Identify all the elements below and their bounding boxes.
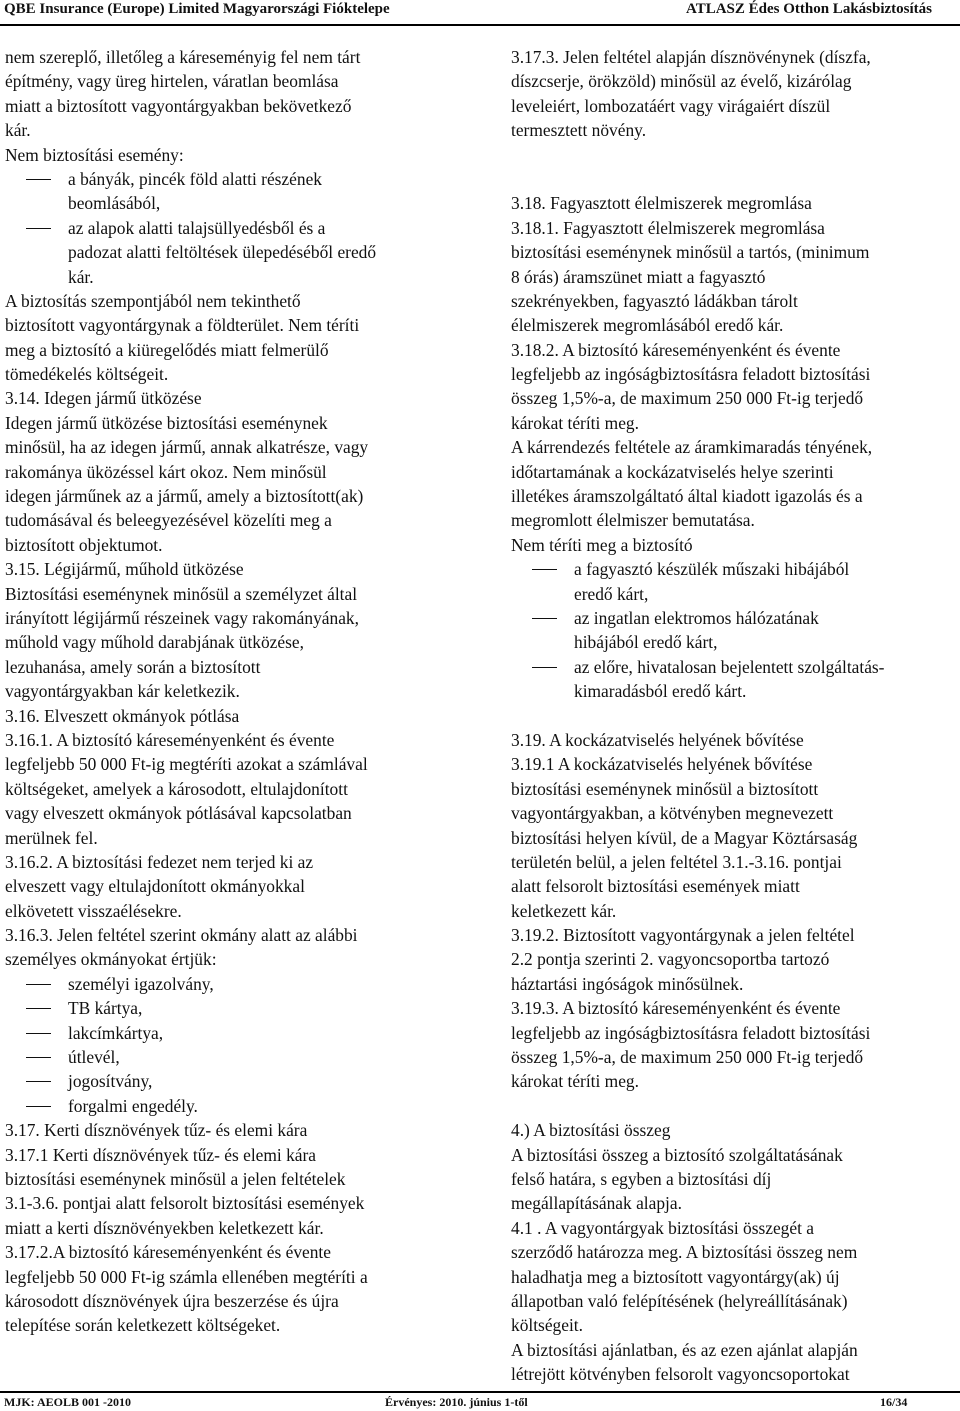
- text-line: Idegen jármű ütközése biztosítási eseménynek: [5, 412, 328, 433]
- text-line: tömedékelés költségeit.: [5, 364, 169, 385]
- text-line: összeg 1,5%-a, de maximum 250 000 Ft-ig terjedő: [511, 388, 864, 409]
- list-item: az ingatlan elektromos hálózatának: [511, 606, 956, 630]
- blank-line: [511, 167, 956, 191]
- text-line: károkat téríti meg.: [511, 1071, 639, 1092]
- text-line: területén belül, a jelen feltétel 3.1.-3.16. pontjai: [511, 851, 842, 872]
- text-line: tudomásával és beleegyezésével közelíti meg a: [5, 510, 332, 531]
- text-line: eredő kárt,: [574, 583, 649, 604]
- text-line: biztosítási eseménynek minősül a tartós, (minimum: [511, 242, 870, 263]
- text-line: 2.2 pontja szerinti 2. vagyoncsoportba tartozó: [511, 949, 830, 970]
- text-line: 4.) A biztosítási összeg: [511, 1120, 671, 1141]
- text-line: károkat téríti meg.: [511, 412, 639, 433]
- text-line: szerződő határozza meg. A biztosítási összeg nem: [511, 1242, 858, 1263]
- text-line: leveleiért, lombozatáért vagy virágaiért díszül: [511, 95, 831, 116]
- text-line: 3.17.3. Jelen feltétel alapján dísznövénynek (díszfa,: [511, 47, 871, 67]
- header-product-name: ATLASZ Édes Otthon Lakásbiztosítás: [685, 1, 932, 17]
- text-line: vagy elveszett okmányok pótlásával kapcsolatban: [5, 803, 352, 824]
- text-line: vagyontárgyakban, a kötvényben megnevezett: [511, 803, 834, 824]
- text-line: műhold vagy műhold darabjának ütközése,: [5, 632, 304, 653]
- text-line: 3.17.2.A biztosító káreseményenként és évente: [5, 1242, 331, 1263]
- text-line: biztosítási eseménynek minősül a jelen feltételek: [5, 1168, 346, 1189]
- text-line: 3.16.1. A biztosító káreseményenként és évente: [5, 729, 335, 750]
- text-line: elveszett vagy eltulajdonított okmányokkal: [5, 876, 305, 897]
- page-header: [0, 0, 960, 26]
- text-line: lezuhanása, amely során a biztosított: [5, 656, 261, 677]
- list-item: útlevél,: [5, 1045, 465, 1069]
- left-text-column: [5, 45, 465, 1338]
- blank-line: [511, 143, 956, 167]
- text-line: létrejött kötvényben felsorolt vagyoncsoportokat: [511, 1364, 850, 1385]
- text-line: miatt a kerti dísznövényekben keletkezett kár.: [5, 1217, 324, 1238]
- list-item: személyi igazolvány,: [5, 972, 465, 996]
- text-line: legfeljebb 50 000 Ft-ig számla ellenében megtéríti a: [5, 1266, 368, 1287]
- text-line: illetékes áramszolgáltató által kiadott igazolás és a: [511, 486, 863, 507]
- text-line: kimaradásból eredő kárt.: [574, 681, 747, 702]
- text-line: háztartási ingóságok minősülnek.: [511, 973, 744, 994]
- footer-page-number: 16/34: [880, 1395, 908, 1409]
- list-item: lakcímkártya,: [5, 1021, 465, 1045]
- text-line: alatt felsorolt biztosítási események miatt: [511, 876, 800, 897]
- text-line: miatt a biztosított vagyontárgyakban bekövetkező: [5, 95, 352, 116]
- list-item: jogosítvány,: [5, 1069, 465, 1093]
- text-line: Biztosítási eseménynek minősül a személyzet által: [5, 583, 358, 604]
- list-item: a fagyasztó készülék műszaki hibájából: [511, 557, 956, 581]
- text-line: haladhatja meg a biztosított vagyontárgy(ak) új: [511, 1266, 840, 1287]
- list-item: forgalmi engedély.: [5, 1094, 465, 1118]
- text-line: 3.1-3.6. pontjai alatt felsorolt biztosítási események: [5, 1193, 365, 1214]
- text-line: 3.18.1. Fagyasztott élelmiszerek megromlása: [511, 217, 825, 238]
- text-line: időtartamának a kockázatviselés helye szerinti: [511, 461, 834, 482]
- text-line: A biztosítási ajánlatban, és az ezen ajánlat alapján: [511, 1339, 858, 1360]
- text-line: merülnek fel.: [5, 827, 98, 848]
- text-line: A biztosítás szempontjából nem tekinthető: [5, 290, 301, 311]
- text-line: meg a biztosító a kiüregelődés miatt felmerülő: [5, 339, 329, 360]
- text-line: költségeit.: [511, 1315, 583, 1336]
- text-line: 3.17.1 Kerti dísznövények tűz- és elemi kára: [5, 1144, 316, 1165]
- text-line: 3.16.3. Jelen feltétel szerint okmány alatt az alábbi: [5, 925, 358, 946]
- blank-line: [511, 1094, 956, 1118]
- text-line: biztosítási helyen kívül, de a Magyar Köztársaság: [511, 827, 858, 848]
- text-line: 3.16. Elveszett okmányok pótlása: [5, 705, 240, 726]
- text-line: 3.18.2. A biztosító káreseményenként és évente: [511, 339, 841, 360]
- text-line: termesztett növény.: [511, 120, 647, 141]
- text-line: biztosított vagyontárgynak a földterület. Nem téríti: [5, 315, 360, 336]
- text-line: elkövetett visszaélésekre.: [5, 900, 182, 921]
- text-line: padozat alatti feltöltések ülepedéséből eredő: [68, 242, 377, 263]
- list-item: az előre, hivatalosan bejelentett szolgáltatás-: [511, 655, 956, 679]
- text-line: megromlott élelmiszer bemutatása.: [511, 510, 755, 531]
- text-line: minősül, ha az idegen jármű, annak alkatrésze, vagy: [5, 437, 369, 458]
- text-line: állapotban való felépítésének (helyreállításának): [511, 1290, 848, 1311]
- text-line: 3.19.2. Biztosított vagyontárgynak a jelen feltétel: [511, 925, 855, 946]
- text-line: telepítése során keletkezett költségeket.: [5, 1315, 281, 1336]
- text-line: biztosítási eseménynek minősül a biztosított: [511, 778, 819, 799]
- text-line: Nem téríti meg a biztosító: [511, 534, 693, 555]
- text-line: személyes okmányokat értjük:: [5, 949, 217, 970]
- text-line: 4.1 . A vagyontárgyak biztosítási összegét a: [511, 1217, 814, 1238]
- text-line: 3.16.2. A biztosítási fedezet nem terjed ki az: [5, 851, 314, 872]
- footer-validity-date: Érvényes: 2010. június 1-től: [385, 1395, 528, 1409]
- text-line: legfeljebb az ingóságbiztosításra feladott biztosítási: [511, 1022, 871, 1043]
- text-line: idegen járműnek az a jármű, amely a biztosított(ak): [5, 486, 364, 507]
- text-line: beomlásából,: [68, 193, 161, 214]
- text-line: kár.: [68, 266, 94, 287]
- text-line: 8 órás) áramszünet miatt a fagyasztó: [511, 266, 766, 287]
- text-line: legfeljebb az ingóságbiztosításra feladott biztosítási: [511, 364, 871, 385]
- list-item: az alapok alatti talajsüllyedésből és a: [5, 216, 465, 240]
- list-item: TB kártya,: [5, 996, 465, 1020]
- footer-document-code: MJK: AEOLB 001 -2010: [4, 1395, 132, 1409]
- text-line: nem szereplő, illetőleg a káreseményig fel nem tárt: [5, 47, 361, 67]
- text-line: A biztosítási összeg a biztosító szolgáltatásának: [511, 1144, 843, 1165]
- text-line: Nem biztosítási esemény:: [5, 144, 184, 165]
- text-line: költségeket, amelyek a károsodott, eltulajdonított: [5, 778, 348, 799]
- text-line: legfeljebb 50 000 Ft-ig megtéríti azokat a számlával: [5, 754, 368, 775]
- text-line: hibájából eredő kárt,: [574, 632, 718, 653]
- text-line: díszcserje, örökzöld) minősül az évelő, kizárólag: [511, 71, 852, 92]
- text-line: vagyontárgyakban kár keletkezik.: [5, 681, 240, 702]
- text-line: összeg 1,5%-a, de maximum 250 000 Ft-ig terjedő: [511, 1047, 864, 1068]
- text-line: irányított légijármű részeinek vagy rakományának,: [5, 607, 359, 628]
- text-line: kár.: [5, 120, 31, 141]
- text-line: rakománya üközéssel kárt okoz. Nem minősül: [5, 461, 327, 482]
- blank-line: [511, 704, 956, 728]
- text-line: 3.19. A kockázatviselés helyének bővítése: [511, 729, 804, 750]
- text-line: A kárrendezés feltétele az áramkimaradás tényének,: [511, 437, 873, 458]
- header-company-name: QBE Insurance (Europe) Limited Magyarországi Fióktelepe: [4, 1, 390, 17]
- text-line: szekrényekben, fagyasztó ládákban tárolt: [511, 290, 798, 311]
- text-line: keletkezett kár.: [511, 900, 617, 921]
- text-line: felső határa, s egyben a biztosítási díj: [511, 1168, 772, 1189]
- text-line: 3.19.1 A kockázatviselés helyének bővítése: [511, 754, 813, 775]
- text-line: élelmiszerek megromlásából eredő kár.: [511, 315, 784, 336]
- right-text-column: [511, 45, 956, 1386]
- text-line: 3.17. Kerti dísznövények tűz- és elemi kára: [5, 1120, 308, 1141]
- text-line: 3.19.3. A biztosító káreseményenként és évente: [511, 998, 841, 1019]
- text-line: károsodott dísznövények újra beszerzése és újra: [5, 1290, 339, 1311]
- text-line: megállapításának alapja.: [511, 1193, 682, 1214]
- text-line: 3.18. Fagyasztott élelmiszerek megromlása: [511, 193, 812, 214]
- text-line: biztosított objektumot.: [5, 534, 163, 555]
- list-item: a bányák, pincék föld alatti részének: [5, 167, 465, 191]
- page-footer: [0, 1391, 960, 1411]
- text-line: 3.14. Idegen jármű ütközése: [5, 388, 202, 409]
- text-line: 3.15. Légijármű, műhold ütközése: [5, 559, 244, 580]
- text-line: építmény, vagy üreg hirtelen, váratlan beomlása: [5, 71, 339, 92]
